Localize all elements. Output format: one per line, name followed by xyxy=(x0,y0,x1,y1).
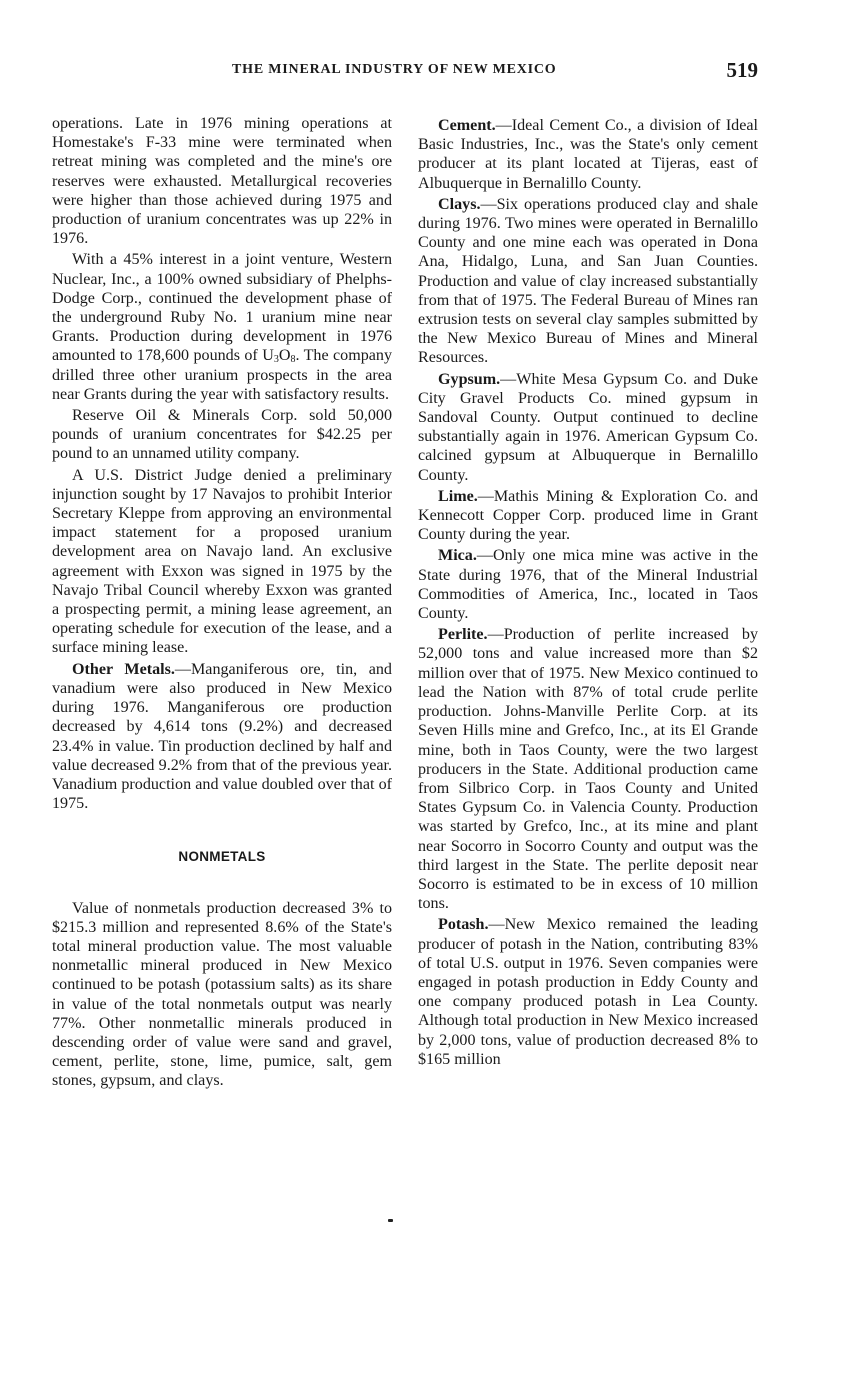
page-number: 519 xyxy=(726,58,758,82)
paragraph-potash xyxy=(418,915,758,1069)
page-header xyxy=(52,58,762,88)
paragraph-clays xyxy=(418,195,758,368)
subscript: 3 xyxy=(273,354,279,366)
subscript: 8 xyxy=(290,354,296,366)
paragraph-perlite xyxy=(418,625,758,913)
running-title: THE MINERAL INDUSTRY OF NEW MEXICO xyxy=(232,62,557,77)
section-heading-nonmetals: NONMETALS xyxy=(178,849,266,865)
text-gypsum: —White Mesa Gypsum Co. and Duke City Gravel Products Co. mined gypsum in Sandoval County. Output continued to decline substantially again in 1976. American Gypsum Co. calcined gypsum at Albuquerque in Bernalillo County. xyxy=(418,370,758,484)
lead-potash: Potash. xyxy=(438,916,489,934)
lead-mica: Mica. xyxy=(438,547,477,565)
paragraph-reserve-oil: Reserve Oil & Minerals Corp. sold 50,000 pounds of uranium concentrates for $42.25 per pound to an unnamed utility company. xyxy=(52,407,392,463)
text-mica: —Only one mica mine was active in the State during 1976, that of the Mineral Industrial Commodities of America, Inc., located in Taos County. xyxy=(418,547,758,623)
right-column xyxy=(418,114,758,1069)
paragraph-western-nuclear xyxy=(52,250,392,404)
text-cement: —Ideal Cement Co., a division of Ideal Basic Industries, Inc., was the State's only cement producer at its plant located at Tijeras, east of Albuquerque in Bernalillo County. xyxy=(418,117,758,192)
text-segment: With a 45% interest in a joint venture, Western Nuclear, Inc., a 100% owned subsidiary of Phelphs-Dodge Corp., continued the development phase of the underground Ruby No. 1 uranium mine near Grants. Production during development in 1976 amounted to 178,600 pounds of U xyxy=(52,251,392,365)
lead-gypsum: Gypsum. xyxy=(438,370,501,388)
lead-perlite: Perlite. xyxy=(438,626,488,644)
paragraph-gypsum xyxy=(418,370,758,485)
lead-clays: Clays. xyxy=(438,195,481,213)
lead-lime: Lime. xyxy=(438,487,478,505)
paragraph-nonmetals: Value of nonmetals production decreased 3% to $215.3 million and represented 8.6% of the State's total mineral production value. The most valuable nonmetallic mineral produced in New Mexico continued to be potash (potassium salts) as its share in value of the total nonmetals output was nearly 77%. Other nonmetallic minerals produced in descending order of value were sand and gravel, cement, perlite, stone, lime, pumice, salt, gem stones, gypsum, and clays. xyxy=(52,899,392,1090)
paragraph-homestake: operations. Late in 1976 mining operations at Homestake's F-33 mine were terminated when retreat mining was completed and the mine's ore reserves were exhausted. Metallurgical recoveries were higher than those achieved during 1975 and production of uranium concentrates was up 22% in 1976. xyxy=(52,115,392,248)
paragraph-navajo: A U.S. District Judge denied a preliminary injunction sought by 17 Navajos to prohibit Interior Secretary Kleppe from approving an environmental impact statement for a proposed uranium development area on Navajo land. An exclusive agreement with Exxon was signed in 1975 by the Navajo Tribal Council whereby Exxon was granted a prospecting permit, a mining lease agreement, an operating schedule for execution of the lease, and a surface mining lease. xyxy=(52,466,392,657)
text-lime: —Mathis Mining & Exploration Co. and Kennecott Copper Corp. produced lime in Grant County during the year. xyxy=(418,487,758,544)
paragraph-lime xyxy=(418,487,758,545)
paragraph-mica xyxy=(418,546,758,623)
text-perlite: —Production of perlite increased by 52,000 tons and value increased more than $2 million over that of 1975. New Mexico continued to lead the Nation with 87% of total crude perlite production. Johns-Manville Perlite Corp. at its Seven Hills mine and Grefco, Inc., at its El Grande mine, both in Taos County, were the two largest producers in the State. Additional production came from Silbrico Corp. in Taos County and United States Gypsum Co. in Valencia County. Production was started by Grefco, Inc., at its mine and plant near Socorro in Socorro County and output was the third largest in the State. The perlite deposit near Socorro is estimated to be in excess of 10 million tons. xyxy=(418,626,758,913)
text-segment: . The company drilled three other uranium prospects in the area near Grants during the year with satisfactory results. xyxy=(52,347,392,403)
ink-mark xyxy=(388,1219,393,1222)
text-segment: O xyxy=(278,347,291,365)
paragraph-cement xyxy=(418,116,758,193)
text-potash: —New Mexico remained the leading producer of potash in the Nation, contributing 83% of total U.S. output in 1976. Seven companies were engaged in potash production in Eddy County and one company produced potash in Lea County. Although total production in New Mexico increased by 2,000 tons, value of production decreased 8% to $165 million xyxy=(418,916,758,1068)
paragraph-other-metals xyxy=(52,660,392,814)
left-column xyxy=(52,114,392,1091)
text-other-metals: —Manganiferous ore, tin, and vanadium were also produced in New Mexico during 1976. Manganiferous ore production decreased by 4,614 tons (9.2%) and decreased 23.4% in value. Tin production declined by half and value decreased 9.2% from that of the previous year. Vanadium production and value doubled over that of 1975. xyxy=(52,660,392,813)
lead-cement: Cement. xyxy=(438,117,496,134)
text-clays: —Six operations produced clay and shale during 1976. Two mines were operated in Bernalillo County and one mine each was operated in Dona Ana, Hidalgo, Luna, and San Juan Counties. Production and value of clay increased substantially from that of 1975. The Federal Bureau of Mines ran extrusion tests on several clay samples submitted by the New Mexico Bureau of Mines and Mineral Resources. xyxy=(418,195,758,367)
lead-other-metals: Other Metals. xyxy=(72,660,175,678)
